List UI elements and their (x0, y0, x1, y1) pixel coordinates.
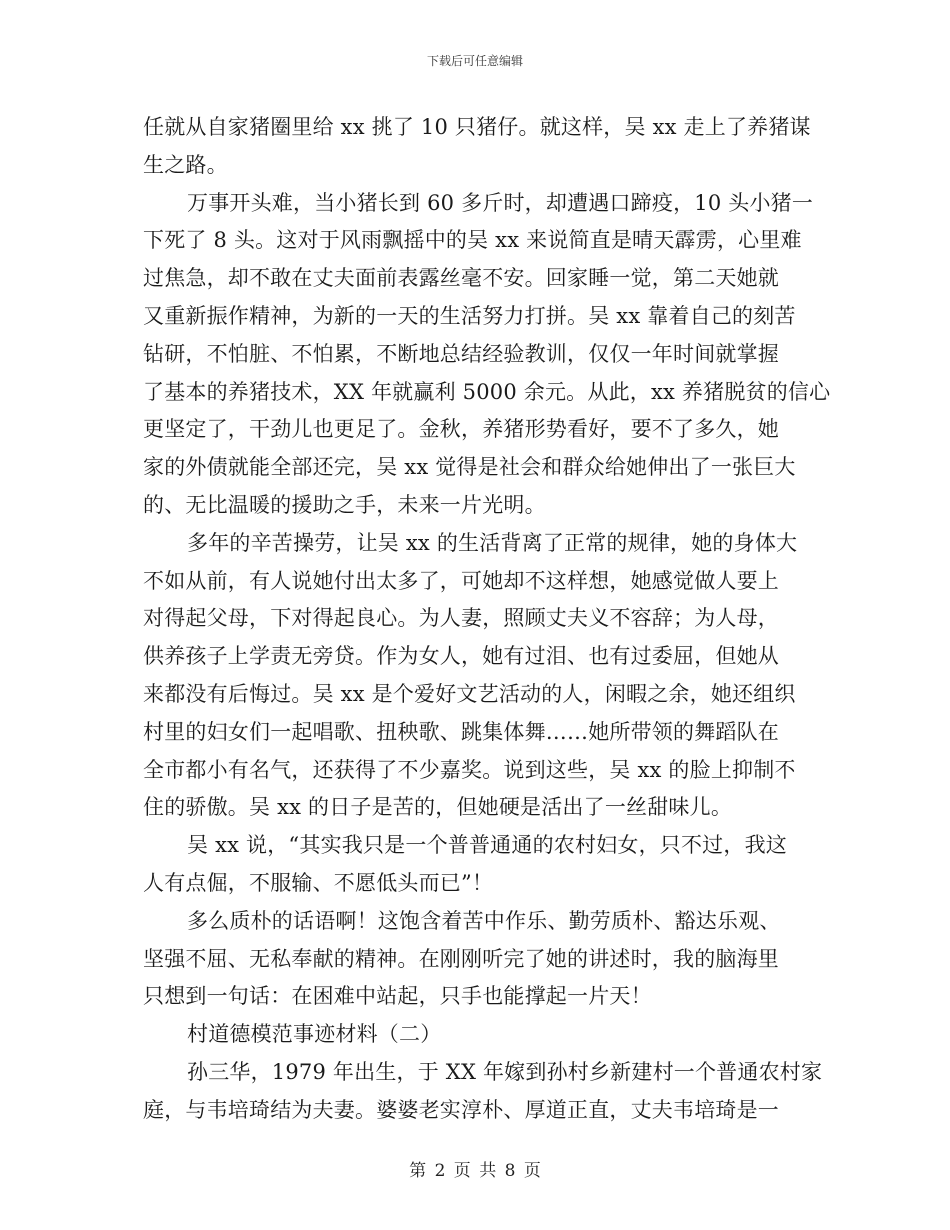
page-number-footer: 第 2 页 共 8 页 (409, 1161, 541, 1181)
paragraph-start-line: 万事开头难，当小猪长到 60 多斤时，却遭遇口蹄疫，10 头小猪一 (187, 190, 814, 215)
text-line: 住的骄傲。吴 xx 的日子是苦的，但她硬是活出了一丝甜味儿。 (143, 795, 733, 820)
text-line: 过焦急，却不敢在丈夫面前表露丝毫不安。回家睡一觉，第二天她就 (143, 266, 779, 291)
text-line: 不如从前，有人说她付出太多了，可她却不这样想，她感觉做人要上 (143, 568, 779, 593)
page-header-note: 下载后可任意编辑 (426, 54, 523, 68)
text-line: 下死了 8 头。这对于风雨飘摇中的吴 xx 来说简直是晴天霹雳，心里难 (143, 228, 802, 253)
paragraph-start-line: 孙三华，1979 年出生，于 XX 年嫁到孙村乡新建村一个普通农村家 (187, 1059, 823, 1084)
text-line: 人有点倔，不服输、不愿低头而已”！ (143, 870, 494, 895)
text-line: 只想到一句话：在困难中站起，只手也能撑起一片天！ (143, 984, 652, 1009)
text-line: 全市都小有名气，还获得了不少嘉奖。说到这些，吴 xx 的脸上抑制不 (143, 757, 796, 782)
text-line: 坚强不屈、无私奉献的精神。在刚刚听完了她的讲述时，我的脑海里 (143, 946, 779, 971)
text-line: 庭，与韦培琦结为夫妻。婆婆老实淳朴、厚道正直，丈夫韦培琦是一 (143, 1097, 779, 1122)
paragraph-start-line: 吴 xx 说，“其实我只是一个普普通通的农村妇女，只不过，我这 (187, 833, 787, 858)
text-line: 又重新振作精神，为新的一天的生活努力打拼。吴 xx 靠着自己的刻苦 (143, 303, 796, 328)
text-line: 供养孩子上学责无旁贷。作为女人，她有过泪、也有过委屈，但她从 (143, 644, 779, 669)
text-line: 任就从自家猪圈里给 xx 挑了 10 只猪仔。就这样，吴 xx 走上了养猪谋 (143, 115, 811, 139)
text-line: 家的外债就能全部还完，吴 xx 觉得是社会和群众给她伸出了一张巨大 (143, 455, 796, 480)
paragraph-start-line: 多么质朴的话语啊！这饱含着苦中作乐、勤劳质朴、豁达乐观、 (187, 908, 781, 933)
paragraph-start-line: 多年的辛苦操劳，让吴 xx 的生活背离了正常的规律，她的身体大 (187, 530, 798, 555)
section-heading: 村道德模范事迹材料（二） (187, 1022, 442, 1047)
text-line: 的、无比温暖的援助之手，未来一片光明。 (143, 492, 546, 517)
text-line: 对得起父母，下对得起良心。为人妻，照顾丈夫义不容辞；为人母， (143, 606, 779, 631)
text-line: 村里的妇女们一起唱歌、扭秧歌、跳集体舞……她所带领的舞蹈队在 (143, 719, 779, 744)
text-line: 更坚定了，干劲儿也更足了。金秋，养猪形势看好，要不了多久，她 (143, 417, 779, 442)
text-line: 生之路。 (143, 152, 228, 177)
text-line: 了基本的养猪技术，XX 年就赢利 5000 余元。从此，xx 养猪脱贫的信心 (143, 379, 831, 404)
body-text (143, 109, 831, 1130)
text-line: 来都没有后悔过。吴 xx 是个爱好文艺活动的人，闲暇之余，她还组织 (143, 681, 796, 706)
text-line: 钻研，不怕脏、不怕累，不断地总结经验教训，仅仅一年时间就掌握 (143, 341, 779, 366)
